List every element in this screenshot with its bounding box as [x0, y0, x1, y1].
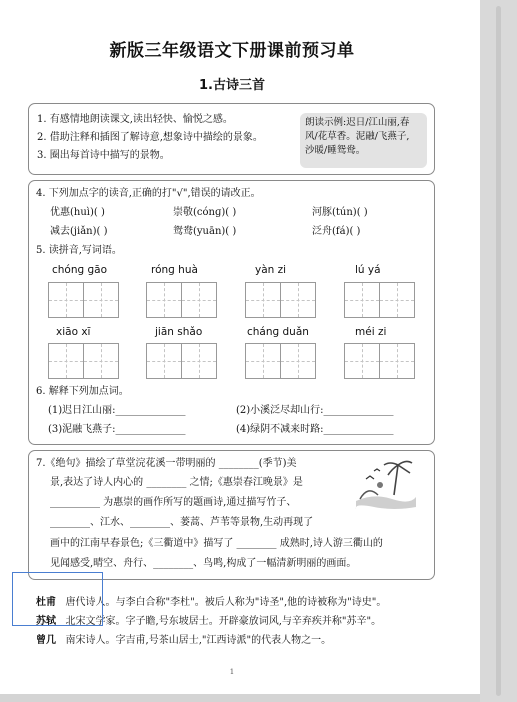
q5-pinyin-3: yàn zi: [255, 264, 287, 276]
bio-text: 唐代诗人。与李白合称"李杜"。被后人称为"诗圣",他的诗被称为"诗史"。: [65, 597, 387, 608]
bio-name: 杜甫: [36, 597, 56, 608]
q6-title: 6. 解释下列加点词。: [36, 386, 129, 397]
q5-grid-7[interactable]: [245, 343, 315, 379]
task-2: 2. 借助注释和插图了解诗意,想象诗中描绘的景象。: [37, 132, 263, 143]
q5-grid-5[interactable]: [48, 343, 118, 379]
q4-item-3: 河豚(tún)( ): [312, 207, 368, 218]
task-3: 3. 圈出每首诗中描写的景物。: [37, 150, 170, 161]
bio-name: 苏轼: [36, 616, 56, 627]
q7-line-6: 见闻感受,晴空、舟行、________、鸟鸣,构成了一幅清新明丽的画面。: [50, 558, 357, 569]
vertical-scrollbar[interactable]: [480, 0, 517, 702]
task-1: 1. 有感情地朗读课文,读出轻快、愉悦之感。: [37, 114, 233, 125]
q5-pinyin-1: chónɡ ɡāo: [52, 264, 108, 276]
example-line-1: 朗读示例:迟日/江山丽,春: [305, 117, 410, 128]
q5-grid-8[interactable]: [344, 343, 414, 379]
q5-grid-1[interactable]: [48, 282, 118, 318]
page-title: 新版三年级语文下册课前预习单: [109, 41, 355, 61]
q6-item-1: (1)迟日江山丽:______________: [48, 405, 186, 416]
q7-line-2: 景,表达了诗人内心的 ________ 之情;《惠崇春江晚景》是: [50, 477, 303, 488]
lesson-title: 1.古诗三首: [199, 78, 265, 93]
q4-item-1: 优惠(huì)( ): [50, 207, 105, 218]
bio-zeng-ji: [36, 634, 331, 648]
q5-pinyin-8: méi zi: [355, 326, 387, 338]
q4-item-4: 减去(jiǎn)( ): [50, 226, 108, 237]
q5-pinyin-7: chánɡ duǎn: [247, 326, 309, 338]
q5-pinyin-5: xiāo xī: [56, 326, 91, 338]
q4-item-6: 泛舟(fá)( ): [312, 226, 361, 237]
q5-pinyin-6: jiān shǎo: [155, 326, 203, 338]
q4-item-5: 鸳鸯(yuān)( ): [173, 226, 237, 237]
q5-grid-3[interactable]: [245, 282, 315, 318]
q7-line-5: 画中的江南早春景色;《三衢道中》描写了 ________ 成熟时,诗人游三衢山的: [50, 538, 383, 549]
page-number: 1: [229, 668, 235, 676]
q5-pinyin-4: lú yá: [355, 264, 381, 276]
reading-example-box: [300, 113, 427, 168]
q6-item-2: (2)小溪泛尽却山行:______________: [236, 405, 394, 416]
bio-text: 南宋诗人。字吉甫,号茶山居士,"江西诗派"的代表人物之一。: [65, 635, 332, 646]
scrollbar-thumb[interactable]: [496, 6, 501, 696]
q7-line-1: 7.《绝句》描绘了草堂浣花溪一带明丽的 ________(季节)美: [36, 458, 297, 469]
selection-rectangle[interactable]: [12, 572, 103, 626]
q6-item-4: (4)绿阴不减来时路:______________: [236, 424, 394, 435]
q5-title: 5. 读拼音,写词语。: [36, 245, 122, 256]
q5-grid-4[interactable]: [344, 282, 414, 318]
q5-grid-6[interactable]: [146, 343, 216, 379]
q7-line-4: ________、江水、________、蒌蒿、芦苇等景物,生动再现了: [50, 517, 314, 528]
bio-name: 曾几: [36, 635, 56, 646]
q5-pinyin-2: rónɡ huà: [151, 264, 198, 276]
q7-line-3: __________ 为惠崇的画作所写的题画诗,通过描写竹子、: [50, 497, 297, 508]
river-scene-illustration: [354, 455, 418, 513]
q4-item-2: 崇敬(cónɡ)( ): [173, 207, 237, 218]
q6-item-3: (3)泥融飞燕子:______________: [48, 424, 186, 435]
q4-title: 4. 下列加点字的读音,正确的打"√",错误的请改正。: [36, 188, 261, 199]
q5-grid-2[interactable]: [146, 282, 216, 318]
bio-text: 北宋文学家。字子瞻,号东坡居士。开辟豪放词风,与辛弃疾并称"苏辛"。: [65, 616, 382, 627]
example-line-3: 沙暖/睡鸳鸯。: [305, 145, 366, 156]
example-line-2: 风/花草香。泥融/飞燕子,: [305, 131, 410, 142]
